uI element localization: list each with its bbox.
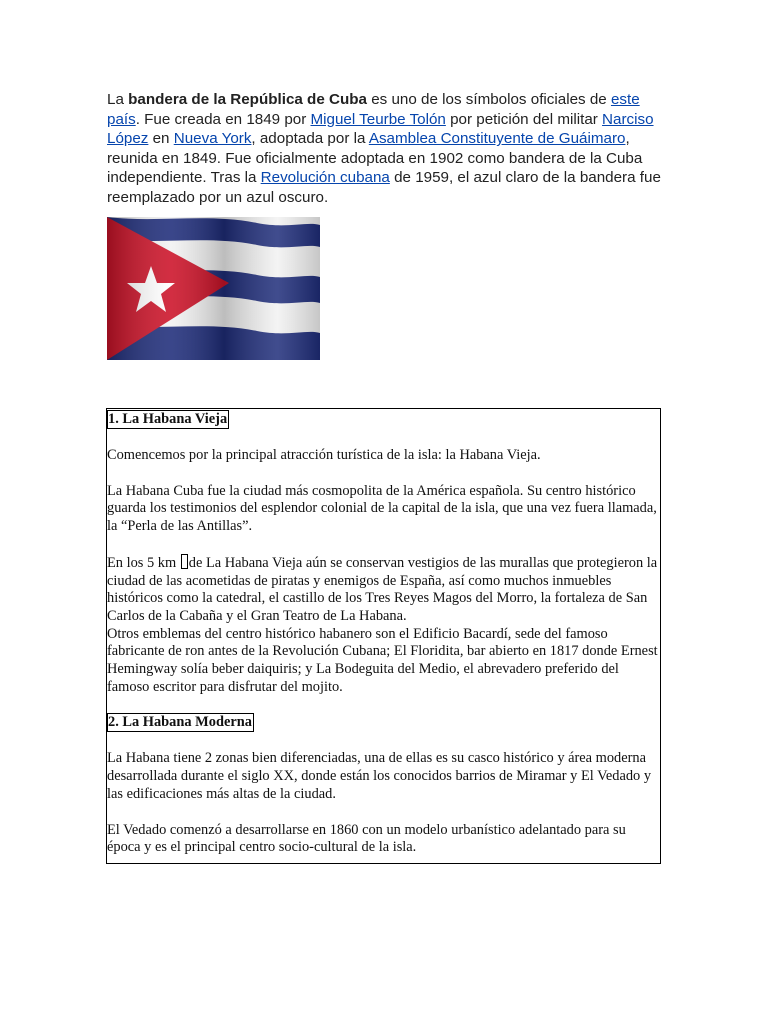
intro-text: La bbox=[107, 91, 129, 108]
intro-text: es uno de los símbolos oficiales de bbox=[366, 91, 611, 108]
section-paragraph: Comencemos por la principal atracción turística de la isla: la Habana Vieja. bbox=[107, 447, 541, 463]
flag-title-bold: bandera de la República de Cuba bbox=[128, 91, 367, 108]
paragraph-text: En los 5 km bbox=[107, 554, 177, 571]
section-paragraph: La Habana tiene 2 zonas bien diferenciadas, una de ellas es su casco histórico y área moderna desarrollada durante el siglo XX, donde están los conocidos barrios de Miramar y El Vedado y las edificaciones más altas de la ciudad. bbox=[107, 750, 652, 802]
intro-text: . Fue creada en 1849 por bbox=[135, 110, 311, 128]
section-paragraph bbox=[107, 554, 660, 626]
tourism-text-box bbox=[106, 408, 661, 864]
intro-text: por petición del militar bbox=[445, 110, 603, 128]
intro-text: , reunida en 1849. Fue oficialmente adoptada en 1902 como bandera de la Cuba independiente. Tras la bbox=[107, 130, 643, 187]
link-este-pais[interactable]: este país bbox=[107, 91, 640, 128]
section-heading: 2. La Habana Moderna bbox=[108, 714, 252, 731]
section-paragraph: Otros emblemas del centro histórico habanero son el Edificio Bacardí, sede del famoso fabricante de ron antes de la Revolución Cubana; El Floridita, bar abierto en 1817 donde Ernest Hemingway solía beber daiquiris; y La Bodeguita del Medio, el abrevadero preferido del famoso escritor para disfrutar del mojito. bbox=[107, 625, 658, 695]
paragraph-text: de La Habana Vieja aún se conservan vestigios de las murallas que protegieron la ciudad de las acometidas de piratas y enemigos de España, así como muchos inmuebles históricos como la catedral, el castillo de los Tres Reyes Magos del Morro, la fortaleza de San Carlos de la Cabaña y el Gran Teatro de La Habana. bbox=[107, 554, 658, 624]
link-asamblea-guaimaro[interactable]: Asamblea Constituyente de Guáimaro bbox=[368, 130, 626, 148]
cuba-flag-image bbox=[107, 217, 320, 360]
section-heading: 1. La Habana Vieja bbox=[108, 411, 228, 427]
section-paragraph: La Habana Cuba fue la ciudad más cosmopolita de la América española. Su centro histórico guarda los testimonios del esplendor colonial de la capital de la isla, que una vez fuera llamada, la “Perla de las Antillas”. bbox=[107, 482, 657, 535]
link-miguel-teurbe-tolon[interactable]: Miguel Teurbe Tolón bbox=[310, 110, 446, 128]
link-narciso-lopez[interactable]: Narciso López bbox=[107, 110, 654, 148]
intro-paragraph bbox=[107, 90, 667, 208]
section-paragraph: El Vedado comenzó a desarrollarse en 1860 con un modelo urbanístico adelantado para su época y es el principal centro socio-cultural de la isla. bbox=[107, 821, 626, 856]
intro-text: en bbox=[148, 130, 174, 148]
footnote-marker-icon bbox=[181, 554, 188, 569]
intro-text: , adoptada por la bbox=[251, 130, 369, 148]
link-revolucion-cubana[interactable]: Revolución cubana bbox=[260, 169, 390, 187]
link-nueva-york[interactable]: Nueva York bbox=[173, 130, 252, 148]
intro-text: de 1959, el azul claro de la bandera fue reemplazado por un azul oscuro. bbox=[107, 169, 661, 206]
